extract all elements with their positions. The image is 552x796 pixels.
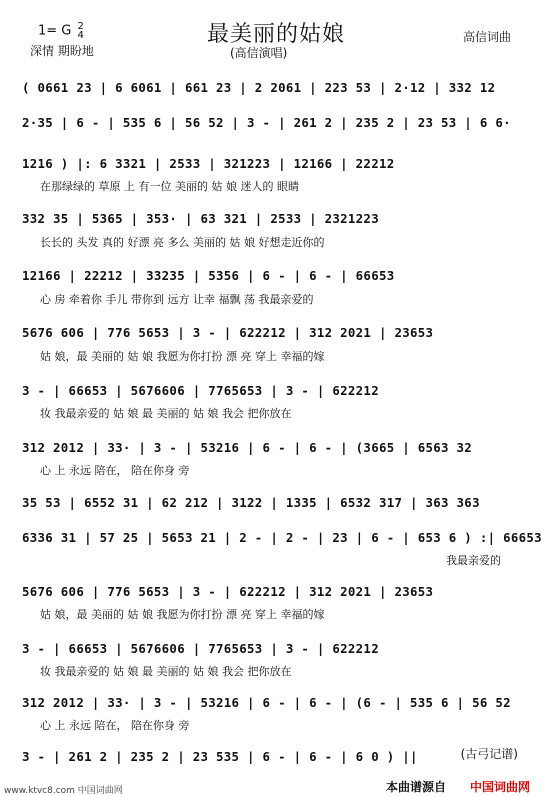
watermark-left: www.ktvc8.com 中国词曲网	[4, 786, 123, 796]
music-line-11: 5676 606 | 776 5653 | 3 - | 622212 | 312 2021 | 23653	[22, 584, 434, 599]
lyric-line-11: 姑 娘，最 美丽的 姑 娘 我愿为你打扮 漂 亮 穿上 幸福的嫁	[40, 608, 325, 621]
key-label: 1= G	[38, 23, 72, 39]
music-line-10: 6336 31 | 57 25 | 5653 21 | 2 - | 2 - | 23 | 6 - | 653 6 ) :| 66653	[22, 530, 542, 545]
music-line-4: 332 35 | 5365 | 353· | 63 321 | 2533 | 2321223	[22, 211, 379, 226]
music-line-2: 2·35 | 6 - | 535 6 | 56 52 | 3 - | 261 2 | 235 2 | 23 53 | 6 6·	[22, 115, 511, 130]
music-line-3: 1216 ) |: 6 3321 | 2533 | 321223 | 12166 | 22212	[22, 156, 395, 171]
lyric-line-10: 我最亲爱的	[446, 554, 501, 567]
tempo-mood: 深情 期盼地	[30, 44, 94, 58]
lyric-line-6: 姑 娘，最 美丽的 姑 娘 我愿为你打扮 漂 亮 穿上 幸福的嫁	[40, 350, 325, 363]
music-line-1: ( 0661 23 | 6 6061 | 661 23 | 2 2061 | 223 53 | 2·12 | 332 12	[22, 80, 496, 95]
music-line-14: 3 - | 261 2 | 235 2 | 23 535 | 6 - | 6 - | 6 0 ) ||	[22, 749, 418, 764]
watermark-source: 本曲谱源自	[386, 780, 447, 794]
lyricist-composer: 高信词曲	[463, 30, 512, 44]
time-denominator: 4	[77, 30, 84, 41]
lyric-line-13: 心 上 永远 陪在， 陪在你身 旁	[40, 719, 190, 732]
lyric-line-8: 心 上 永远 陪在， 陪在你身 旁	[40, 464, 190, 477]
song-title: 最美丽的姑娘	[206, 22, 345, 47]
time-signature	[78, 22, 84, 40]
lyric-line-7: 妆 我最亲爱的 姑 娘 最 美丽的 姑 娘 我会 把你放在	[40, 407, 292, 420]
lyric-line-4: 长长的 头发 真的 好漂 亮 多么 美丽的 姑 娘 好想走近你的	[40, 236, 325, 249]
music-line-5: 12166 | 22212 | 33235 | 5356 | 6 - | 6 - | 66653	[22, 268, 395, 283]
music-line-13: 312 2012 | 33· | 3 - | 53216 | 6 - | 6 - | (6 - | 535 6 | 56 52	[22, 695, 511, 710]
watermark-site: 中国词曲网	[470, 780, 531, 794]
music-line-7: 3 - | 66653 | 5676606 | 7765653 | 3 - | 622212	[22, 383, 379, 398]
lyric-line-12: 妆 我最亲爱的 姑 娘 最 美丽的 姑 娘 我会 把你放在	[40, 665, 292, 678]
time-numerator: 2	[77, 21, 84, 32]
arranger-note: (古弓记谱)	[460, 747, 518, 761]
music-line-6: 5676 606 | 776 5653 | 3 - | 622212 | 312 2021 | 23653	[22, 325, 434, 340]
lyric-line-5: 心 房 牵着你 手儿 带你到 远方 让幸 福飘 荡 我最亲爱的	[40, 293, 314, 306]
music-line-8: 312 2012 | 33· | 3 - | 53216 | 6 - | 6 - | (3665 | 6563 32	[22, 440, 473, 455]
lyric-line-3: 在那绿绿的 草原 上 有一位 美丽的 姑 娘 迷人的 眼睛	[40, 180, 299, 193]
music-line-12: 3 - | 66653 | 5676606 | 7765653 | 3 - | 622212	[22, 641, 379, 656]
key-signature	[38, 22, 84, 40]
performer: (高信演唱)	[230, 46, 288, 60]
music-line-9: 35 53 | 6552 31 | 62 212 | 3122 | 1335 | 6532 317 | 363 363	[22, 495, 480, 510]
